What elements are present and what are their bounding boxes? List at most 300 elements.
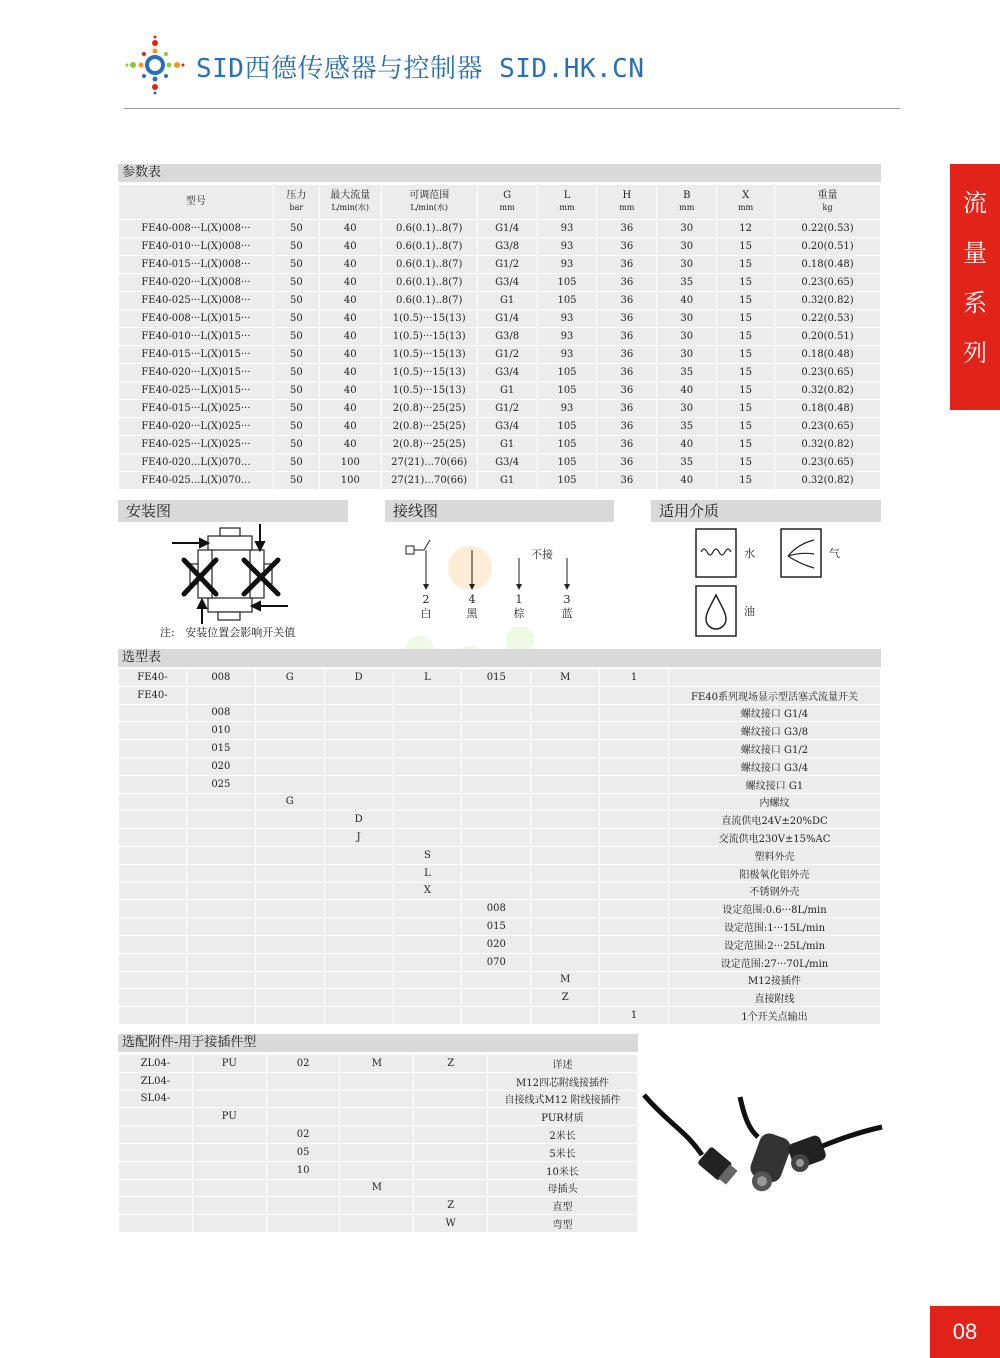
header-main-label: 重量: [817, 190, 838, 201]
table-cell: L: [393, 864, 462, 882]
table-cell: [462, 811, 531, 829]
header-unit-label: L/min(水): [410, 203, 448, 212]
table-cell: 020: [462, 935, 531, 953]
table-cell: 30: [657, 328, 717, 346]
table-cell: [255, 918, 324, 936]
table-row: [119, 220, 881, 238]
table-cell: 105: [537, 292, 597, 310]
wiring-pin-4: [465, 593, 479, 621]
table-cell: 40: [319, 364, 381, 382]
table-cell: 93: [537, 400, 597, 418]
table-cell: L: [393, 669, 462, 687]
table-cell: [600, 918, 669, 936]
table-cell: 50: [273, 256, 319, 274]
table-cell: [462, 793, 531, 811]
table-row: [119, 310, 881, 328]
table-cell: [531, 882, 600, 900]
table-cell: [600, 864, 669, 882]
table-cell: 0.18(0.48): [775, 256, 881, 274]
table-cell: ZL04-: [119, 1072, 193, 1090]
table-row: [119, 900, 881, 918]
table-row: [119, 989, 881, 1007]
table-cell: [462, 971, 531, 989]
table-cell: 母插头: [488, 1179, 638, 1197]
table-cell: [393, 740, 462, 758]
table-cell: 36: [597, 328, 657, 346]
table-cell: 直流供电24V±20%DC: [669, 811, 881, 829]
table-cell: PU: [192, 1108, 266, 1126]
table-cell: [119, 1197, 193, 1215]
table-cell: [119, 989, 187, 1007]
table-cell: 0.32(0.82): [775, 292, 881, 310]
table-cell: 1: [600, 669, 669, 687]
brand-title: SID西德传感器与控制器 SID.HK.CN: [196, 54, 645, 84]
params-header-cell: [319, 185, 381, 220]
table-cell: [393, 900, 462, 918]
table-cell: [186, 882, 255, 900]
table-row: [119, 757, 881, 775]
params-header-cell: [381, 185, 477, 220]
table-cell: 0.23(0.65): [775, 364, 881, 382]
table-cell: [119, 971, 187, 989]
table-cell: [531, 953, 600, 971]
table-cell: 36: [597, 310, 657, 328]
table-cell: 36: [597, 382, 657, 400]
table-cell: PUR材质: [488, 1108, 638, 1126]
table-row: [119, 1179, 638, 1197]
table-row: [119, 436, 881, 454]
table-cell: D: [324, 811, 393, 829]
table-cell: 35: [657, 364, 717, 382]
table-cell: M: [531, 669, 600, 687]
table-cell: 008: [186, 704, 255, 722]
table-cell: [393, 811, 462, 829]
table-cell: 50: [273, 238, 319, 256]
table-cell: 02: [266, 1126, 340, 1144]
table-cell: [324, 740, 393, 758]
table-cell: 0.23(0.65): [775, 454, 881, 472]
table-cell: [119, 846, 187, 864]
table-cell: 015: [462, 918, 531, 936]
table-cell: 2(0.8)···25(25): [381, 400, 477, 418]
table-row: [119, 454, 881, 472]
table-cell: 2(0.8)···25(25): [381, 436, 477, 454]
table-cell: [340, 1126, 414, 1144]
table-cell: [192, 1215, 266, 1233]
table-cell: [255, 722, 324, 740]
table-cell: X: [393, 882, 462, 900]
table-cell: [462, 740, 531, 758]
table-cell: G1/2: [477, 400, 537, 418]
table-cell: [186, 829, 255, 847]
table-cell: FE40-010···L(X)015···: [119, 328, 274, 346]
table-cell: G1/4: [477, 310, 537, 328]
table-cell: [119, 829, 187, 847]
table-cell: 0.6(0.1)..8(7): [381, 220, 477, 238]
table-cell: [600, 935, 669, 953]
table-cell: [393, 971, 462, 989]
table-cell: [324, 918, 393, 936]
table-cell: [600, 900, 669, 918]
table-cell: 93: [537, 256, 597, 274]
table-cell: 105: [537, 382, 597, 400]
table-cell: 50: [273, 472, 319, 490]
oil-icon: [695, 585, 737, 637]
table-cell: 36: [597, 436, 657, 454]
table-cell: [192, 1072, 266, 1090]
table-cell: G: [255, 669, 324, 687]
wiring-no-connect-label: 不接: [531, 548, 553, 561]
table-cell: G3/4: [477, 454, 537, 472]
header-unit-label: L/min(水): [331, 203, 370, 212]
table-row: [119, 1126, 638, 1144]
table-row: [119, 811, 881, 829]
table-row: [119, 1090, 638, 1108]
water-icon: [695, 528, 737, 578]
table-cell: [255, 864, 324, 882]
table-cell: G3/4: [477, 274, 537, 292]
table-cell: 50: [273, 274, 319, 292]
table-cell: [414, 1143, 488, 1161]
table-cell: [119, 722, 187, 740]
table-cell: 详述: [488, 1055, 638, 1073]
table-cell: [119, 1007, 187, 1025]
table-row: [119, 793, 881, 811]
table-cell: [186, 864, 255, 882]
table-cell: 螺纹接口 G3/8: [669, 722, 881, 740]
table-cell: 93: [537, 310, 597, 328]
table-cell: [119, 811, 187, 829]
table-cell: [393, 829, 462, 847]
table-cell: 0.6(0.1)..8(7): [381, 256, 477, 274]
params-header-cell: [119, 185, 274, 220]
params-table: [118, 184, 881, 490]
table-cell: 50: [273, 436, 319, 454]
table-cell: 36: [597, 346, 657, 364]
table-cell: [393, 1007, 462, 1025]
table-cell: 0.22(0.53): [775, 220, 881, 238]
table-row: [119, 953, 881, 971]
table-cell: 15: [717, 274, 775, 292]
table-row: [119, 382, 881, 400]
table-cell: 27(21)...70(66): [381, 454, 477, 472]
table-row: [119, 918, 881, 936]
table-cell: 10: [266, 1161, 340, 1179]
table-cell: [462, 757, 531, 775]
table-row: [119, 1143, 638, 1161]
table-cell: 设定范围:2···25L/min: [669, 935, 881, 953]
oil-label: 油: [744, 605, 755, 618]
table-cell: [186, 971, 255, 989]
header-main-label: L: [563, 190, 571, 201]
table-cell: 设定范围:0.6···8L/min: [669, 900, 881, 918]
table-cell: 36: [597, 472, 657, 490]
table-cell: G1/2: [477, 346, 537, 364]
table-cell: 30: [657, 310, 717, 328]
table-cell: [462, 704, 531, 722]
header-unit-label: mm: [679, 203, 695, 212]
table-cell: [531, 829, 600, 847]
table-cell: 40: [319, 436, 381, 454]
pin-color: 棕: [513, 607, 525, 620]
table-cell: 36: [597, 400, 657, 418]
side-tab-char: 流: [963, 189, 987, 217]
params-header-cell: [273, 185, 319, 220]
table-cell: 15: [717, 436, 775, 454]
table-cell: G1/4: [477, 220, 537, 238]
table-cell: 15: [717, 310, 775, 328]
table-cell: [255, 811, 324, 829]
header-unit-label: mm: [619, 203, 635, 212]
table-cell: 15: [717, 292, 775, 310]
table-cell: 40: [319, 418, 381, 436]
table-cell: [414, 1179, 488, 1197]
table-cell: [531, 846, 600, 864]
table-cell: [531, 1007, 600, 1025]
table-cell: FE40-025···L(X)008···: [119, 292, 274, 310]
table-cell: 36: [597, 292, 657, 310]
table-row: [119, 1072, 638, 1090]
table-cell: [186, 900, 255, 918]
table-row: [119, 775, 881, 793]
table-cell: 0.32(0.82): [775, 382, 881, 400]
table-cell: [255, 935, 324, 953]
table-cell: [186, 989, 255, 1007]
header-main-label: B: [683, 190, 691, 201]
table-cell: 15: [717, 256, 775, 274]
page-number: 08: [930, 1306, 1000, 1358]
table-row: [119, 418, 881, 436]
table-cell: 2米长: [488, 1126, 638, 1144]
table-cell: 50: [273, 400, 319, 418]
table-cell: [119, 864, 187, 882]
table-cell: 40: [319, 310, 381, 328]
table-cell: [186, 846, 255, 864]
table-cell: FE40-: [119, 686, 187, 704]
table-cell: 93: [537, 328, 597, 346]
table-cell: [531, 722, 600, 740]
table-cell: 35: [657, 418, 717, 436]
table-cell: [266, 1197, 340, 1215]
table-row: [119, 686, 881, 704]
table-cell: 27(21)...70(66): [381, 472, 477, 490]
table-cell: 50: [273, 364, 319, 382]
table-cell: 直接附线: [669, 989, 881, 1007]
table-cell: [462, 1007, 531, 1025]
table-cell: [324, 757, 393, 775]
table-cell: [340, 1108, 414, 1126]
table-cell: [414, 1126, 488, 1144]
table-cell: FE40-020...L(X)070...: [119, 454, 274, 472]
table-cell: 30: [657, 346, 717, 364]
table-cell: [255, 704, 324, 722]
table-cell: 36: [597, 274, 657, 292]
table-cell: [119, 775, 187, 793]
table-cell: [462, 775, 531, 793]
table-cell: M: [340, 1055, 414, 1073]
table-cell: [531, 775, 600, 793]
table-cell: [414, 1072, 488, 1090]
table-cell: [119, 757, 187, 775]
table-cell: [531, 793, 600, 811]
table-cell: [600, 882, 669, 900]
params-header-cell: [717, 185, 775, 220]
table-cell: [255, 1007, 324, 1025]
pin-color: 蓝: [561, 607, 573, 620]
table-cell: [324, 846, 393, 864]
table-row: [119, 1007, 881, 1025]
table-cell: 15: [717, 238, 775, 256]
table-cell: 010: [186, 722, 255, 740]
table-cell: 12: [717, 220, 775, 238]
table-row: [119, 1215, 638, 1233]
selection-section-title: 选型表: [118, 649, 881, 667]
table-cell: Z: [414, 1055, 488, 1073]
table-cell: [324, 935, 393, 953]
table-cell: 40: [319, 220, 381, 238]
table-cell: [393, 757, 462, 775]
table-cell: 螺纹接口 G1: [669, 775, 881, 793]
table-cell: D: [324, 669, 393, 687]
pin-number: 1: [515, 593, 523, 606]
table-cell: 40: [319, 256, 381, 274]
table-cell: 自接线式M12 附线接插件: [488, 1090, 638, 1108]
table-cell: 025: [186, 775, 255, 793]
params-header-cell: [657, 185, 717, 220]
table-cell: 93: [537, 220, 597, 238]
table-cell: [324, 1007, 393, 1025]
table-cell: [600, 757, 669, 775]
table-cell: [192, 1126, 266, 1144]
table-cell: 阳极氧化铝外壳: [669, 864, 881, 882]
table-cell: FE40-020···L(X)015···: [119, 364, 274, 382]
cable-connector-image: [640, 1085, 885, 1195]
table-cell: [324, 775, 393, 793]
table-cell: 2(0.8)···25(25): [381, 418, 477, 436]
table-cell: 015: [186, 740, 255, 758]
table-row: [119, 846, 881, 864]
side-tab-char: 系: [963, 289, 987, 317]
table-row: [119, 1108, 638, 1126]
table-cell: 50: [273, 418, 319, 436]
table-cell: [393, 775, 462, 793]
params-section-title: 参数表: [118, 164, 881, 182]
table-cell: [119, 740, 187, 758]
table-cell: [600, 811, 669, 829]
table-cell: [340, 1197, 414, 1215]
table-cell: [324, 882, 393, 900]
table-cell: [393, 935, 462, 953]
table-cell: [119, 918, 187, 936]
table-cell: ZL04-: [119, 1055, 193, 1073]
table-cell: [266, 1072, 340, 1090]
table-cell: 1(0.5)···15(13): [381, 346, 477, 364]
wiring-title: 接线图: [385, 500, 614, 522]
header-main-label: X: [742, 190, 750, 201]
table-row: [119, 882, 881, 900]
table-cell: [119, 1126, 193, 1144]
table-cell: Z: [414, 1197, 488, 1215]
table-cell: W: [414, 1215, 488, 1233]
table-cell: [531, 935, 600, 953]
table-row: [119, 704, 881, 722]
table-cell: 36: [597, 364, 657, 382]
table-cell: 105: [537, 274, 597, 292]
table-cell: 015: [462, 669, 531, 687]
table-cell: [600, 846, 669, 864]
table-cell: [600, 686, 669, 704]
accessory-section-title: 选配附件-用于接插件型: [118, 1034, 638, 1052]
table-cell: 内螺纹: [669, 793, 881, 811]
table-cell: 1(0.5)···15(13): [381, 328, 477, 346]
table-cell: 塑料外壳: [669, 846, 881, 864]
table-cell: [600, 740, 669, 758]
table-cell: 螺纹接口 G3/4: [669, 757, 881, 775]
table-cell: 螺纹接口 G1/2: [669, 740, 881, 758]
table-cell: [119, 935, 187, 953]
table-cell: 40: [319, 238, 381, 256]
table-cell: [393, 722, 462, 740]
header-main-label: 可调范围: [409, 190, 450, 201]
table-cell: [531, 757, 600, 775]
table-cell: G3/4: [477, 364, 537, 382]
table-cell: 15: [717, 346, 775, 364]
table-cell: 02: [266, 1055, 340, 1073]
table-cell: 弯型: [488, 1215, 638, 1233]
table-cell: 15: [717, 454, 775, 472]
table-cell: [600, 971, 669, 989]
table-cell: 40: [657, 436, 717, 454]
table-cell: 05: [266, 1143, 340, 1161]
selection-table: [118, 668, 881, 1025]
table-cell: 设定范围:27···70L/min: [669, 953, 881, 971]
table-cell: M: [340, 1179, 414, 1197]
table-cell: [600, 953, 669, 971]
table-cell: [600, 775, 669, 793]
table-cell: [255, 953, 324, 971]
table-cell: [255, 882, 324, 900]
table-cell: 0.18(0.48): [775, 400, 881, 418]
table-cell: 5米长: [488, 1143, 638, 1161]
side-tab-char: 列: [963, 339, 987, 367]
table-cell: 50: [273, 382, 319, 400]
accessory-table: [118, 1054, 638, 1233]
table-cell: G1: [477, 472, 537, 490]
table-cell: 008: [186, 669, 255, 687]
table-cell: 交流供电230V±15%AC: [669, 829, 881, 847]
table-cell: 105: [537, 364, 597, 382]
pin-number: 3: [563, 593, 571, 606]
table-cell: [324, 864, 393, 882]
table-cell: [255, 971, 324, 989]
install-title: 安装图: [118, 500, 348, 522]
table-cell: FE40-: [119, 669, 187, 687]
table-cell: [600, 989, 669, 1007]
header-unit-label: mm: [738, 203, 754, 212]
table-cell: FE40-015···L(X)008···: [119, 256, 274, 274]
table-cell: [119, 1143, 193, 1161]
table-cell: 100: [319, 454, 381, 472]
wiring-pin-1: [512, 593, 526, 621]
table-cell: FE40系列现场显示型活塞式流量开关: [669, 686, 881, 704]
header-main-label: 最大流量: [330, 190, 371, 201]
table-cell: [462, 989, 531, 1007]
table-cell: 0.6(0.1)..8(7): [381, 292, 477, 310]
side-tab-char: 量: [963, 239, 987, 267]
table-cell: 40: [657, 292, 717, 310]
table-cell: [255, 740, 324, 758]
table-cell: 40: [657, 472, 717, 490]
